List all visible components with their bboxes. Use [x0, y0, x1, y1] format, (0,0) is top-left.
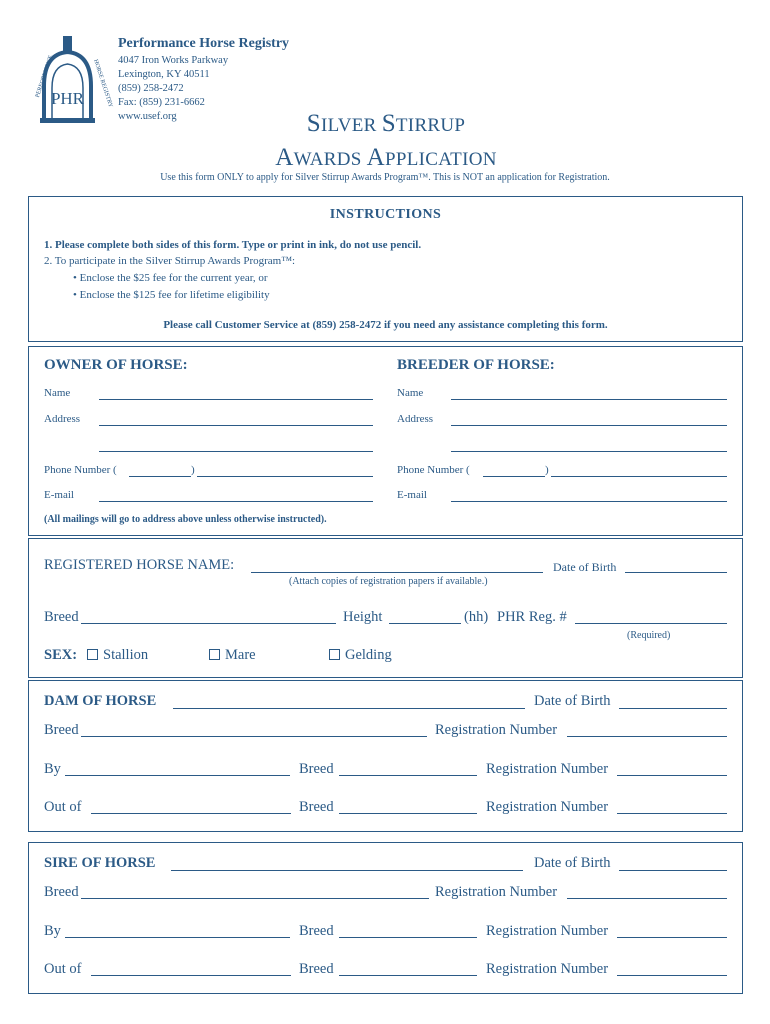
horse-breed-field[interactable] [81, 623, 336, 624]
logo-ring-right: HORSE REGISTRY [92, 58, 114, 109]
breeder-address-label: Address [397, 413, 434, 425]
dam-box [28, 680, 743, 832]
owner-area-code-field[interactable] [129, 476, 191, 477]
dam-outof-breed-label: Breed [299, 799, 334, 815]
sire-by-breed-label: Breed [299, 923, 334, 939]
stallion-option[interactable]: Stallion [87, 647, 148, 664]
breeder-name-field[interactable] [451, 399, 727, 400]
horse-dob-label: Date of Birth [553, 560, 617, 574]
dam-name-field[interactable] [173, 708, 525, 709]
registered-horse-box [28, 538, 743, 678]
sire-reg-field[interactable] [567, 898, 727, 899]
dam-outof-breed-field[interactable] [339, 813, 477, 814]
mare-option[interactable]: Mare [209, 647, 256, 664]
phr-reg-label: PHR Reg. # [497, 609, 567, 625]
phr-reg-field[interactable] [575, 623, 727, 624]
sire-box [28, 842, 743, 994]
dam-outof-field[interactable] [91, 813, 291, 814]
gelding-checkbox[interactable] [329, 649, 340, 660]
instructions-heading: INSTRUCTIONS [329, 207, 442, 222]
address-line: Fax: (859) 231-6662 [118, 97, 205, 108]
owner-heading: OWNER OF HORSE: [44, 357, 188, 373]
stallion-checkbox[interactable] [87, 649, 98, 660]
breeder-address-field-2[interactable] [451, 451, 727, 452]
phr-logo [34, 34, 114, 126]
owner-address-label: Address [44, 413, 81, 425]
required-note: (Required) [627, 630, 671, 641]
breeder-address-field[interactable] [451, 425, 727, 426]
sire-dob-label: Date of Birth [534, 855, 611, 871]
mailing-note: (All mailings will go to address above unless otherwise instructed). [44, 514, 327, 525]
attach-papers-note: (Attach copies of registration papers if available.) [289, 576, 488, 587]
horse-height-field[interactable] [389, 623, 461, 624]
sire-outof-reg-label: Registration Number [486, 961, 609, 977]
form-notice: Use this form ONLY to apply for Silver Stirrup Awards Program™. This is NOT an application for Registration. [160, 172, 610, 183]
dam-heading: DAM OF HORSE [44, 693, 157, 709]
sire-dob-field[interactable] [619, 870, 727, 871]
dam-outof-reg-field[interactable] [617, 813, 727, 814]
customer-service-note: Please call Customer Service at (859) 258-2472 if you need any assistance completing this form. [163, 319, 608, 331]
breeder-email-field[interactable] [451, 501, 727, 502]
owner-address-field[interactable] [99, 425, 373, 426]
dam-by-label: By [44, 761, 61, 777]
address-line: 4047 Iron Works Parkway [118, 55, 229, 66]
breeder-phone-field[interactable] [551, 476, 727, 477]
form-title: SILVER STIRRUP AWARDS APPLICATION [275, 110, 497, 171]
logo-ring-left: PERFORMANCE [34, 54, 55, 99]
owner-phone-field[interactable] [197, 476, 373, 477]
website-link[interactable]: www.usef.org [118, 111, 177, 122]
sex-label: SEX: [44, 647, 78, 663]
owner-address-field-2[interactable] [99, 451, 373, 452]
dam-outof-label: Out of [44, 799, 82, 815]
sire-by-reg-field[interactable] [617, 937, 727, 938]
breeder-name-label: Name [397, 387, 424, 399]
sire-reg-label: Registration Number [435, 884, 558, 900]
sire-outof-label: Out of [44, 961, 82, 977]
sire-by-breed-field[interactable] [339, 937, 477, 938]
owner-name-label: Name [44, 387, 71, 399]
owner-phone-label: Phone Number ( [44, 464, 117, 476]
dam-dob-label: Date of Birth [534, 693, 611, 709]
owner-email-field[interactable] [99, 501, 373, 502]
breeder-area-code-field[interactable] [483, 476, 545, 477]
breeder-phone-label: Phone Number ( [397, 464, 470, 476]
dam-dob-field[interactable] [619, 708, 727, 709]
horse-name-label: REGISTERED HORSE NAME: [44, 557, 235, 573]
sire-outof-breed-field[interactable] [339, 975, 477, 976]
owner-name-field[interactable] [99, 399, 373, 400]
logo-monogram: PHR [50, 89, 85, 108]
sire-name-field[interactable] [171, 870, 523, 871]
sire-outof-field[interactable] [91, 975, 291, 976]
dam-by-reg-label: Registration Number [486, 761, 609, 777]
gelding-option[interactable]: Gelding [329, 647, 392, 664]
dam-by-reg-field[interactable] [617, 775, 727, 776]
dam-reg-field[interactable] [567, 736, 727, 737]
org-name: Performance Horse Registry [118, 36, 290, 51]
sire-outof-reg-field[interactable] [617, 975, 727, 976]
address-line: (859) 258-2472 [118, 83, 184, 94]
instructions-box [28, 196, 743, 342]
sire-outof-breed-label: Breed [299, 961, 334, 977]
sire-by-label: By [44, 923, 61, 939]
mare-checkbox[interactable] [209, 649, 220, 660]
instruction-bullet: • Enclose the $125 fee for lifetime eligibility [73, 289, 270, 301]
dam-outof-reg-label: Registration Number [486, 799, 609, 815]
dam-by-field[interactable] [65, 775, 290, 776]
breeder-heading: BREEDER OF HORSE: [397, 357, 555, 373]
owner-phone-paren: ) [191, 464, 195, 476]
dam-by-breed-field[interactable] [339, 775, 477, 776]
horse-name-field[interactable] [251, 572, 543, 573]
dam-reg-label: Registration Number [435, 722, 558, 738]
sire-breed-label: Breed [44, 884, 79, 900]
dam-breed-field[interactable] [81, 736, 427, 737]
instruction-item: 2. To participate in the Silver Stirrup Awards Program™: [44, 255, 296, 267]
owner-email-label: E-mail [44, 489, 74, 501]
owner-breeder-box [28, 346, 743, 536]
sire-by-reg-label: Registration Number [486, 923, 609, 939]
horse-height-label: Height [343, 609, 383, 625]
dam-by-breed-label: Breed [299, 761, 334, 777]
instruction-item: 1. Please complete both sides of this form. Type or print in ink, do not use pencil. [44, 239, 422, 251]
address-line: Lexington, KY 40511 [118, 69, 210, 80]
horse-breed-label: Breed [44, 609, 79, 625]
sire-breed-field[interactable] [81, 898, 429, 899]
dam-breed-label: Breed [44, 722, 79, 738]
hh-label: (hh) [464, 609, 489, 625]
sire-heading: SIRE OF HORSE [44, 855, 156, 871]
instruction-bullet: • Enclose the $25 fee for the current year, or [73, 272, 268, 284]
breeder-phone-paren: ) [545, 464, 549, 476]
horse-dob-field[interactable] [625, 572, 727, 573]
sire-by-field[interactable] [65, 937, 290, 938]
breeder-email-label: E-mail [397, 489, 427, 501]
